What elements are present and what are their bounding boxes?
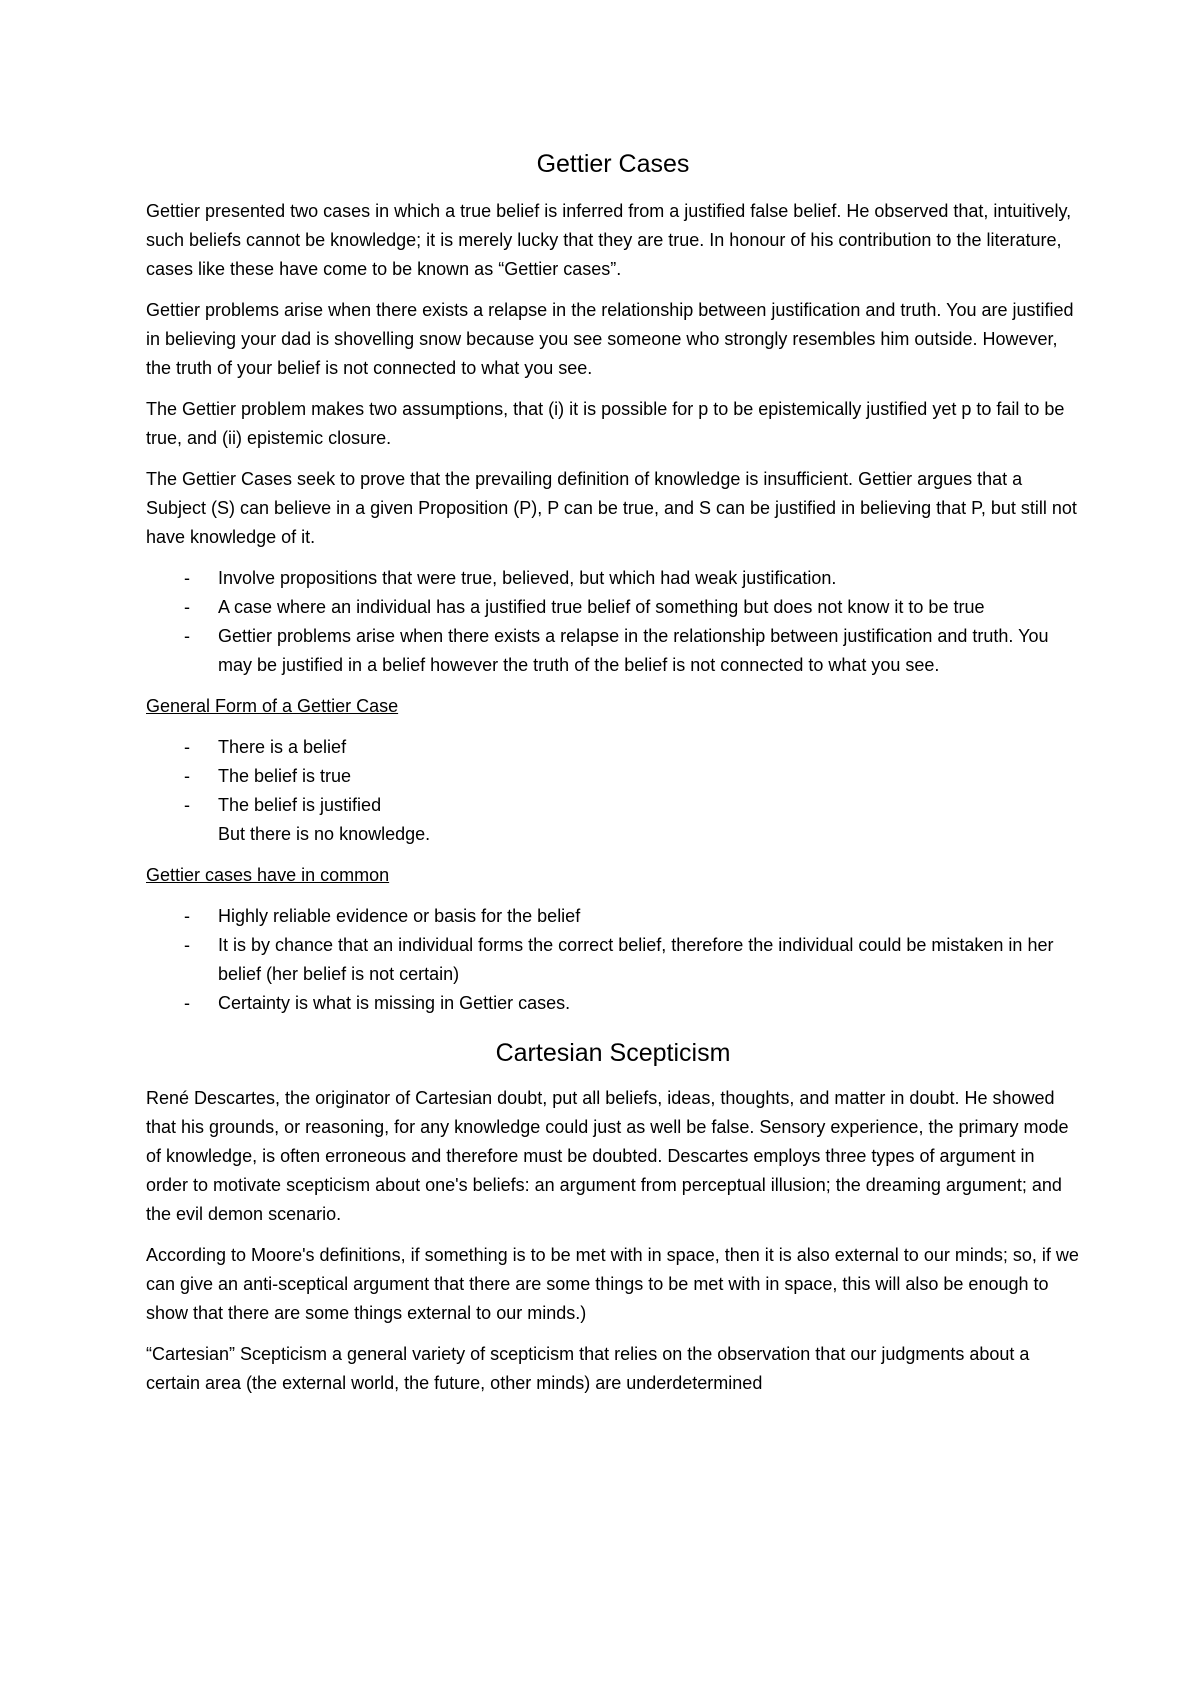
subheading-common: Gettier cases have in common xyxy=(146,865,390,885)
list-item: - The belief is true xyxy=(146,762,1080,791)
list-item: - A case where an individual has a justified true belief of something but does not know it to be true xyxy=(146,593,1080,622)
common-features-list xyxy=(146,902,1080,1018)
section-title-gettier-cases: Gettier Cases xyxy=(536,150,690,178)
paragraph: Gettier problems arise when there exists a relapse in the relationship between justification and truth. You are justified in believing your dad is shovelling snow because you see someone who strongly resembles him outside. However, the truth of your belief is not connected to what you see. xyxy=(146,300,1074,378)
list-item: - Gettier problems arise when there exists a relapse in the relationship between justification and truth. You may be justified in a belief however the truth of the belief is not connected to what you see. xyxy=(146,622,1080,680)
list-item: - Involve propositions that were true, believed, but which had weak justification. xyxy=(146,564,1080,593)
paragraph: The Gettier Cases seek to prove that the prevailing definition of knowledge is insufficient. Gettier argues that a Subject (S) can believe in a given Proposition (P), P can be true, and S can be justified in believing that P, but still not have knowledge of it. xyxy=(146,469,1077,547)
list-item-conclusion: But there is no knowledge. xyxy=(218,824,431,844)
general-form-list xyxy=(146,733,1080,849)
list-item: - It is by chance that an individual forms the correct belief, therefore the individual could be mistaken in her belief (her belief is not certain) xyxy=(146,931,1080,989)
paragraph: The Gettier problem makes two assumptions, that (i) it is possible for p to be epistemically justified yet p to fail to be true, and (ii) epistemic closure. xyxy=(146,399,1065,448)
subheading-general-form: General Form of a Gettier Case xyxy=(146,696,399,716)
gettier-bullet-list xyxy=(146,564,1080,680)
list-item: - Highly reliable evidence or basis for the belief xyxy=(146,902,1080,931)
section-title-cartesian-scepticism: Cartesian Scepticism xyxy=(495,1039,731,1067)
paragraph: “Cartesian” Scepticism a general variety of scepticism that relies on the observation that our judgments about a certain area (the external world, the future, other minds) are underdetermined xyxy=(146,1344,1030,1393)
paragraph: René Descartes, the originator of Cartesian doubt, put all beliefs, ideas, thoughts, and matter in doubt. He showed that his grounds, or reasoning, for any knowledge could just as well be false. Sensory experience, the primary mode of knowledge, is often erroneous and therefore must be doubted. Descartes employs three types of argument in order to motivate scepticism about one's beliefs: an argument from perceptual illusion; the dreaming argument; and the evil demon scenario. xyxy=(146,1088,1069,1224)
list-item: - There is a belief xyxy=(146,733,1080,762)
paragraph: According to Moore's definitions, if something is to be met with in space, then it is also external to our minds; so, if we can give an anti-sceptical argument that there are some things to be met with in space, this will also be enough to show that there are some things external to our minds.) xyxy=(146,1245,1079,1323)
list-item: - The belief is justified xyxy=(146,791,1080,820)
list-item: - Certainty is what is missing in Gettier cases. xyxy=(146,989,1080,1018)
paragraph: Gettier presented two cases in which a true belief is inferred from a justified false belief. He observed that, intuitively, such beliefs cannot be knowledge; it is merely lucky that they are true. In honour of his contribution to the literature, cases like these have come to be known as “Gettier cases”. xyxy=(146,201,1072,279)
